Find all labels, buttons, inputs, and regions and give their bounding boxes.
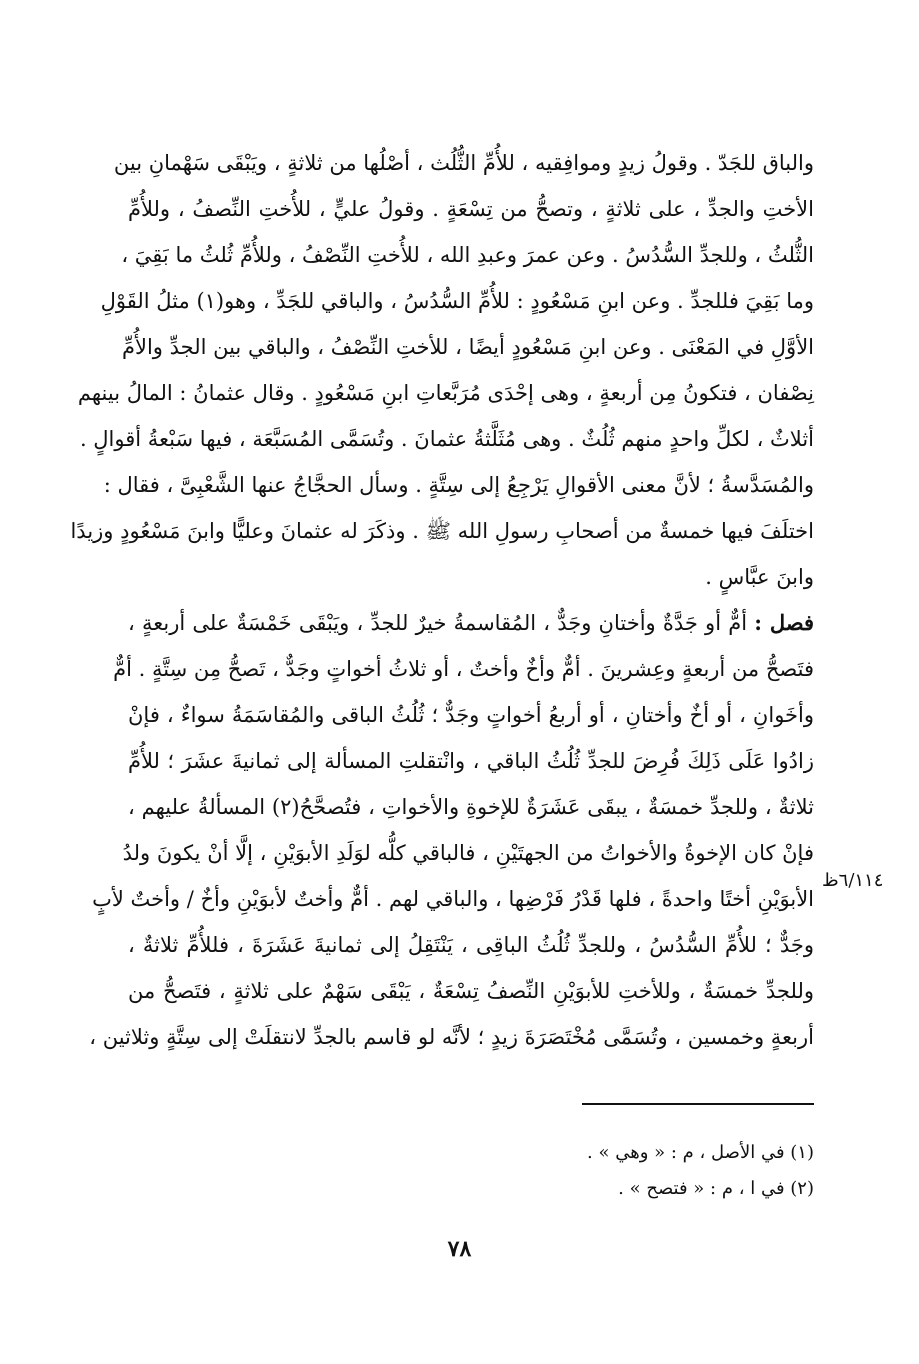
margin-reference: ٦/١١٤ظ xyxy=(822,870,884,891)
text-line: فتَصحُّ من أربعةٍ وعِشرينَ . أمٌّ وأخٌ وأختٌ ، أو ثلاثُ أخواتٍ وجَدٌّ ، تَصحُّ مِن سِتَّةٍ . أمٌّ xyxy=(113,657,814,681)
text-line: الأختِ والجدِّ ، على ثلاثةٍ ، وتصحُّ من تِسْعَةٍ . وقولُ عليٍّ ، للأُختِ النِّصفُ ، وللأُمِّ xyxy=(128,197,814,221)
text-line: زادُوا عَلَى ذَلِكَ فُرِضَ للجدِّ ثُلُثُ الباقي ، وانْتقلتِ المسألة إلى ثمانيةَ عشَرَ ؛ للأُمِّ xyxy=(128,749,814,773)
text-line: وابنَ عبَّاسٍ . xyxy=(705,565,814,589)
footnote: (٢) في ا ، م : « فتصح » . xyxy=(618,1178,814,1199)
page-number: ٧٨ xyxy=(447,1236,472,1262)
text-line: والباق للجَدّ . وقولُ زيدٍ وموافِقيه ، للأُمِّ الثُّلُث ، أصْلُها من ثلاثةٍ ، ويَبْقَى سَهْمانِ بين xyxy=(113,151,814,175)
text-line: وما بَقِيَ فللجدِّ . وعن ابنِ مَسْعُودٍ : للأُمِّ السُّدُسُ ، والباقي للجَدِّ ، وهو(١) مثلُ القَوْلِ xyxy=(100,289,814,313)
text-line: وأخَوانِ ، أو أخٌ وأختانِ ، أو أربعُ أخواتٍ وجَدٌّ ؛ ثُلُثُ الباقى والمُقاسَمَةُ سواءٌ ، فإنْ xyxy=(128,703,814,727)
text-line: اختلَفَ فيها خمسةٌ من أصحابِ رسولِ الله ﷺ . وذكَرَ له عثمانَ وعليًّا وابنَ مَسْعُودٍ وزيدًا xyxy=(70,519,814,543)
section-heading: فصل : xyxy=(754,610,814,635)
text-line: أربعةٍ وخمسين ، وتُسَمَّى مُخْتَصَرَةَ زيدٍ ؛ لأنَّه لو قاسم بالجدِّ لانتقلَتْ إلى سِتَّةٍ وثلاثين ، xyxy=(89,1025,814,1049)
footnotes xyxy=(500,1135,814,1207)
text-line: أمٌّ أو جَدَّةٌ وأختانِ وجَدٌّ ، المُقاسمةُ خيرٌ للجدِّ ، ويَبْقَى خَمْسَةٌ على أربعةٍ ، xyxy=(128,611,748,635)
text-line-with-heading xyxy=(128,600,814,646)
text-line: والمُسَدَّسةُ ؛ لأنَّ معنى الأقوالِ يَرْجِعُ إلى سِتَّةٍ . وسأل الحجَّاجُ عنها الشَّعْبِىَّ ، فقال : xyxy=(103,473,814,497)
text-line: وللجدِّ خمسَةٌ ، وللأختِ للأبوَيْنِ النِّصفُ تِسْعَةٌ ، يَبْقَى سَهْمٌ على ثلاثةٍ ، فتَصحُّ من xyxy=(128,979,814,1003)
text-line: الثُّلثُ ، وللجدِّ السُّدُسُ . وعن عمرَ وعبدِ الله ، للأُختِ النِّصْفُ ، وللأُمِّ ثُلثُ ما بَقِيَ ، xyxy=(121,243,814,267)
text-line: الأوَّلِ في المَعْنَى . وعن ابنِ مَسْعُودٍ أيضًا ، للأختِ النِّصْفُ ، والباقي بين الجدِّ والأُمِّ xyxy=(121,335,814,359)
text-line: نِصْفان ، فتكونُ مِن أربعةٍ ، وهى إحْدَى مُرَبَّعاتِ ابنِ مَسْعُودٍ . وقال عثمانُ : المالُ بينهم xyxy=(77,381,814,405)
paragraph-2 xyxy=(89,600,815,1060)
footnote: (١) في الأصل ، م : « وهي » . xyxy=(587,1142,814,1163)
text-line: وجَدٌّ ؛ للأُمِّ السُّدُسُ ، وللجدِّ ثُلُثُ الباقِى ، يَنْتَقِلُ إلى ثمانيةَ عَشَرَةَ ، فللأُمِّ ثلاثةٌ ، xyxy=(128,933,814,957)
text-line: أثلاثٌ ، لكلِّ واحدٍ منهم ثُلُثٌ . وهى مُثَلَّثةُ عثمانَ . وتُسَمَّى المُسَبَّعَة ، فيها سَبْعةُ أقوالٍ . xyxy=(79,427,814,451)
text-line: الأبوَيْنِ أختًا واحدةً ، فلها قَدْرُ فَرْضِها ، والباقي لهم . أمٌّ وأختٌ لأبوَيْنِ وأخٌ / وأختٌ لأبٍ xyxy=(92,887,814,911)
footnote-divider xyxy=(582,1103,814,1105)
text-line: فإنْ كان الإخوةُ والأخواتُ من الجهتَيْنِ ، فالباقي كلُّه لوَلَدِ الأبوَيْنِ ، إلَّا أنْ يكونَ ولدُ xyxy=(122,841,814,865)
paragraph-1 xyxy=(70,140,814,600)
text-line: ثلاثةٌ ، وللجدِّ خمسَةٌ ، يبقَى عَشَرَةٌ للإخوةِ والأخواتِ ، فتُصحَّحُ(٢) المسألةُ عليهم ، xyxy=(128,795,815,819)
